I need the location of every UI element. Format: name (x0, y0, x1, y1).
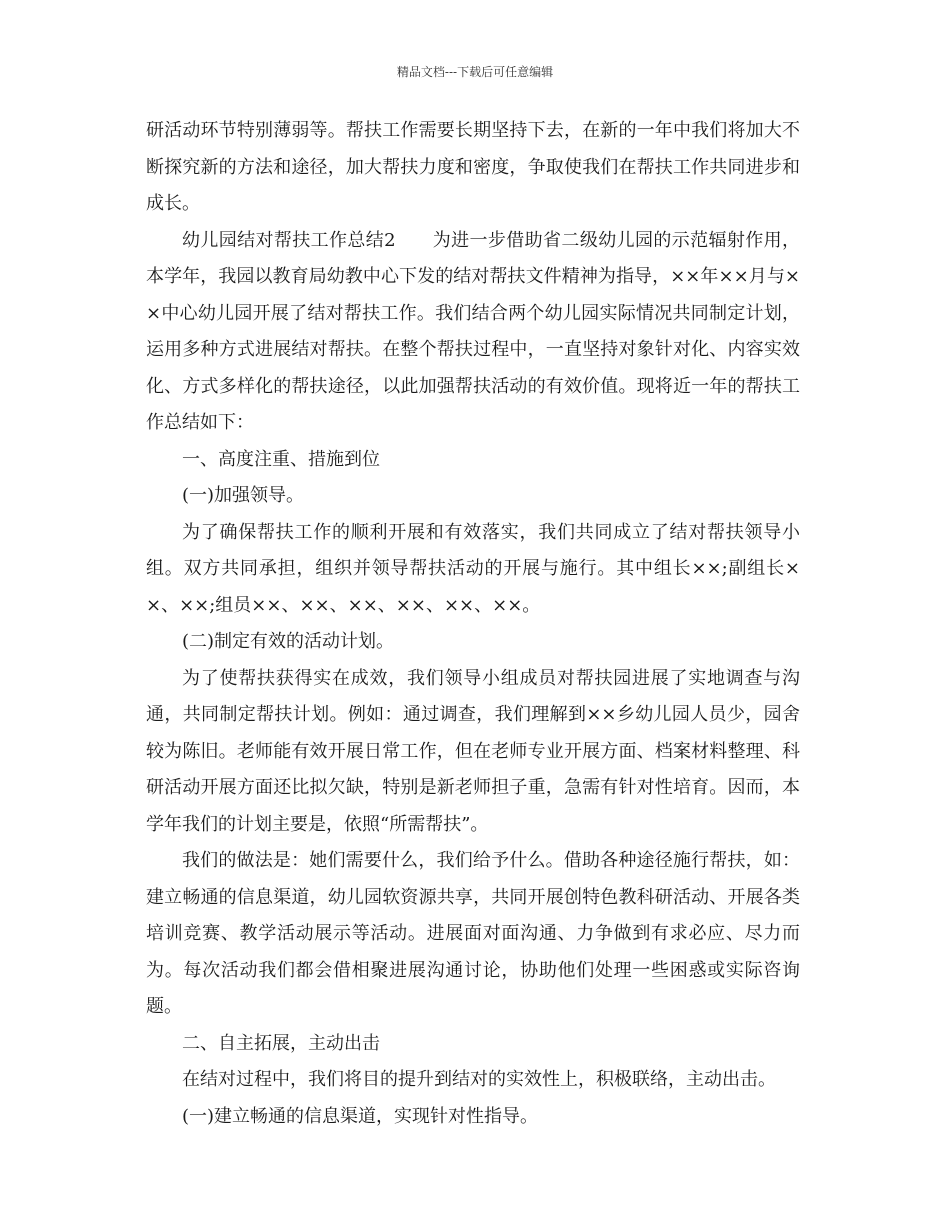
paragraph-5: 我们的做法是：她们需要什么，我们给予什么。借助各种途径施行帮扶，如：建立畅通的信息渠道，幼儿园软资源共享，共同开展创特色教科研活动、开展各类培训竞赛、教学活动展示等活动。进展面对面沟通、力争做到有求必应、尽力而为。每次活动我们都会借相聚进展沟通讨论，协助他们处理一些困惑或实际咨询题。 (146, 850, 800, 1017)
paragraph-6: 在结对过程中，我们将目的提升到结对的实效性上，积极联络，主动出击。 (182, 1069, 776, 1090)
subsection-heading-1-1: (一)加强领导。 (182, 485, 305, 506)
paragraph-1: 研活动环节特别薄弱等。帮扶工作需要长期坚持下去，在新的一年中我们将加大不断探究新的方法和途径，加大帮扶力度和密度，争取使我们在帮扶工作共同进步和成长。 (146, 120, 800, 214)
page-header: 精品文档---下载后可任意编辑 (396, 65, 554, 79)
paragraph-3: 为了确保帮扶工作的顺利开展和有效落实，我们共同成立了结对帮扶领导小组。双方共同承担，组织并领导帮扶活动的开展与施行。其中组长××;副组长××、××;组员××、××、××、××、××、××。 (146, 521, 800, 616)
paragraph-2: 幼儿园结对帮扶工作总结2 为进一步借助省二级幼儿园的示范辐射作用，本学年，我园以教育局幼教中心下发的结对帮扶文件精神为指导，××年××月与××中心幼儿园开展了结对帮扶工作。我们结合两个幼儿园实际情况共同制定计划，运用多种方式进展结对帮扶。在整个帮扶过程中，一直坚持对象针对化、内容实效化、方式多样化的帮扶途径，以此加强帮扶活动的有效价值。现将近一年的帮扶工作总结如下： (146, 229, 800, 433)
subsection-heading-2-1: (一)建立畅通的信息渠道，实现针对性指导。 (182, 1105, 539, 1127)
document-body (146, 113, 800, 1135)
section-heading-2: 二、自主拓展，主动出击 (182, 1032, 380, 1054)
paragraph-4: 为了使帮扶获得实在成效，我们领导小组成员对帮扶园进展了实地调查与沟通，共同制定帮扶计划。例如：通过调查，我们理解到××乡幼儿园人员少，园舍较为陈旧。老师能有效开展日常工作，但在老师专业开展方面、档案材料整理、科研活动开展方面还比拟欠缺，特别是新老师担子重，急需有针对性培育。因而，本学年我们的计划主要是，依照“所需帮扶”。 (146, 667, 800, 835)
subsection-heading-1-2: (二)制定有效的活动计划。 (182, 631, 395, 652)
section-heading-1: 一、高度注重、措施到位 (182, 448, 380, 470)
